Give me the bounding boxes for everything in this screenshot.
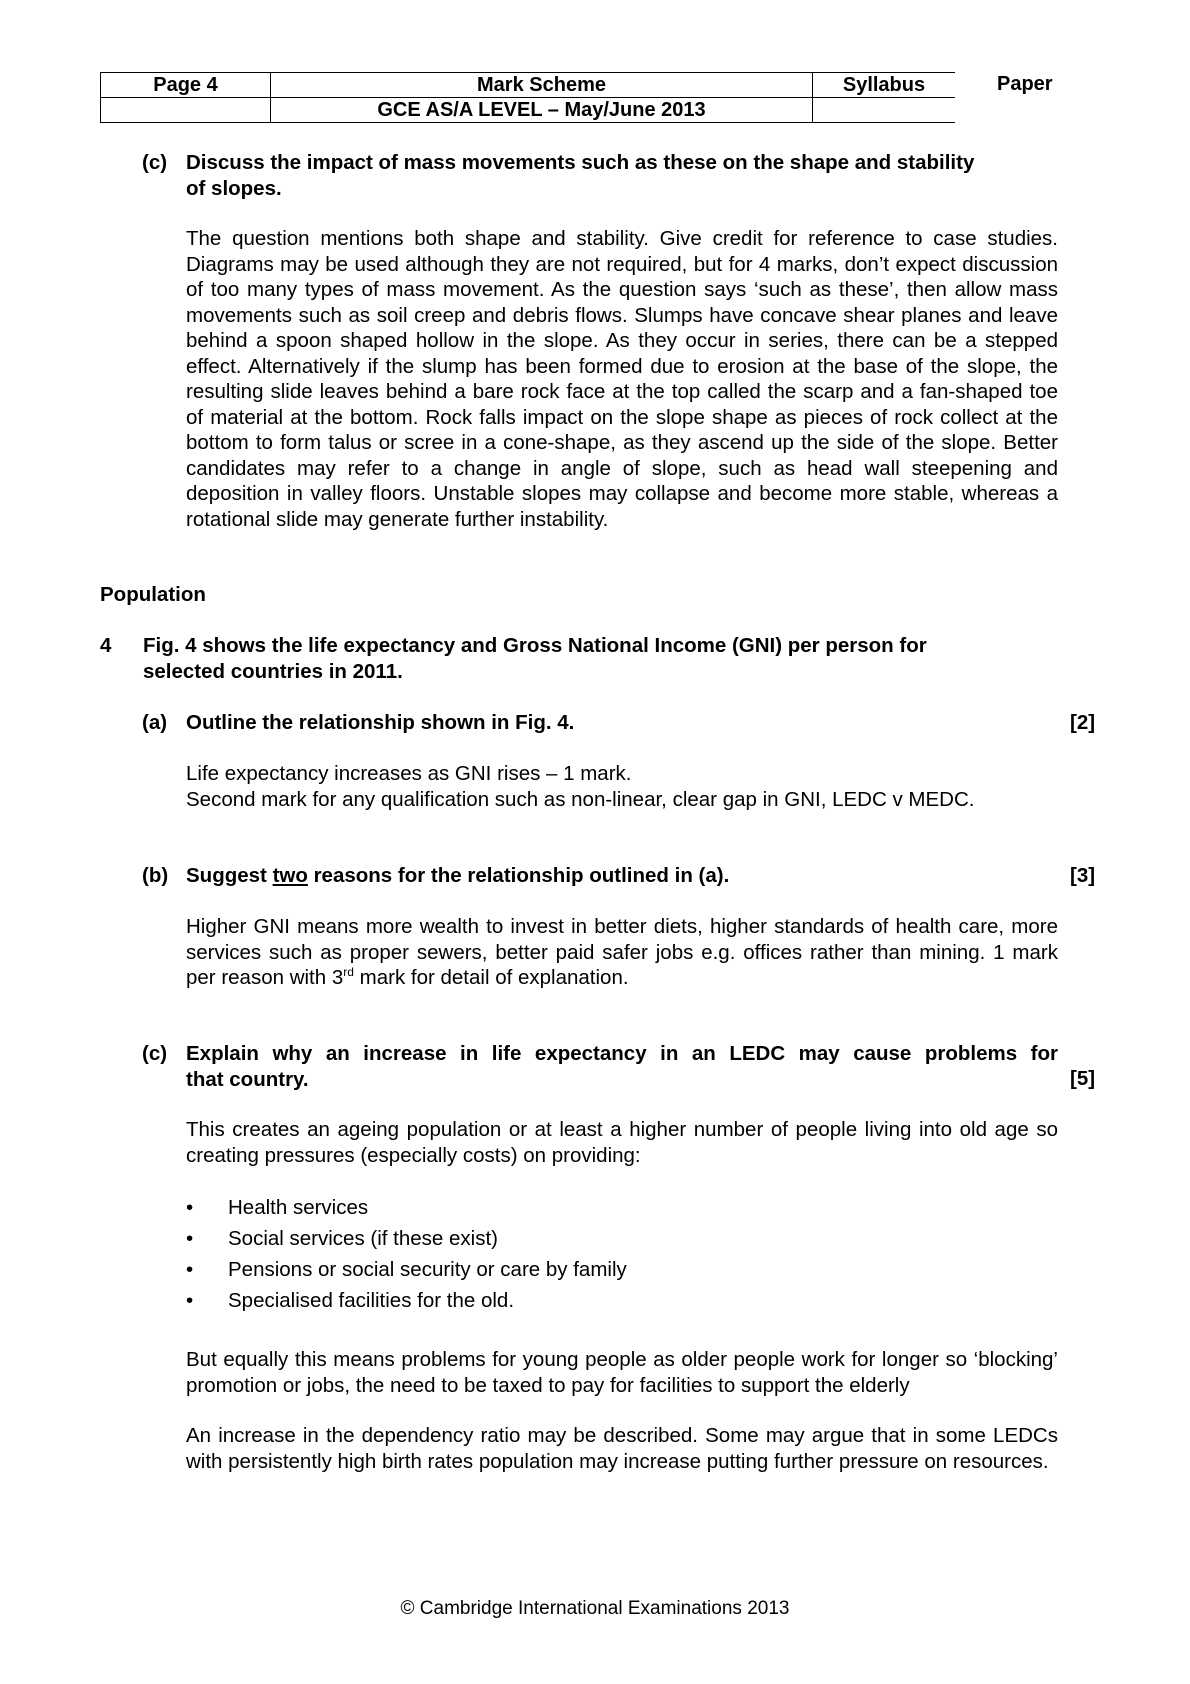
q3c-question xyxy=(186,150,1066,201)
bullet-icon: • xyxy=(186,1196,194,1219)
q4a-answer xyxy=(186,761,1066,812)
q4b-question-underlined: two xyxy=(272,864,308,887)
q4c-bullet-list xyxy=(186,1195,1028,1319)
bullet-icon: • xyxy=(186,1258,194,1281)
q3c-question-line1: Discuss the impact of mass movements such as these on the shape and stability xyxy=(186,151,975,174)
q4c-answer-intro: This creates an ageing population or at least a higher number of people living into old age so creating pressures (especially costs) on providing: xyxy=(186,1118,1058,1167)
q4b-question xyxy=(186,863,729,889)
bullet-text: Health services xyxy=(228,1196,369,1219)
header-syllabus: Syllabus xyxy=(813,73,956,98)
q4-stem-line1: Fig. 4 shows the life expectancy and Gross National Income (GNI) per person for xyxy=(143,634,927,657)
q4c-question-line2: that country. xyxy=(186,1067,309,1091)
q4c-answer-p3: An increase in the dependency ratio may be described. Some may argue that in some LEDCs with persistently high birth rates population may increase putting further pressure on resources. xyxy=(186,1424,1058,1473)
bullet-icon: • xyxy=(186,1227,194,1250)
q4c-answer-p2: But equally this means problems for young people as older people work for longer so ‘blocking’ promotion or jobs, the need to be taxed to pay for facilities to support the elderly xyxy=(186,1348,1058,1397)
q4a-question: Outline the relationship shown in Fig. 4. xyxy=(186,711,575,734)
header-page: Page 4 xyxy=(101,73,271,98)
q4c-marks: [5] xyxy=(1070,1067,1096,1090)
header-mark-scheme: Mark Scheme xyxy=(271,73,813,98)
q4b-answer xyxy=(186,914,1058,991)
header-paper: Paper xyxy=(997,73,1053,95)
q4b-answer-main: Higher GNI means more wealth to invest in better diets, higher standards of health care, more services such as proper sewers, better paid safer jobs e.g. offices rather than mining. 1 mark per reason with 3 xyxy=(186,915,1058,989)
bullet-text: Social services (if these exist) xyxy=(228,1227,499,1250)
q4b-answer-sup: rd xyxy=(343,965,354,980)
q4a-answer-line2: Second mark for any qualification such as non-linear, clear gap in GNI, LEDC v MEDC. xyxy=(186,787,975,811)
q4b-question-post: reasons for the relationship outlined in (a). xyxy=(307,864,730,887)
bullet-text: Specialised facilities for the old. xyxy=(228,1289,515,1312)
bullet-icon: • xyxy=(186,1289,194,1312)
footer-copyright: © Cambridge International Examinations 2013 xyxy=(400,1598,790,1619)
list-item xyxy=(186,1195,1028,1226)
q4b-marks: [3] xyxy=(1070,864,1096,887)
q4a-marks: [2] xyxy=(1070,711,1096,734)
q4c-label: (c) xyxy=(142,1042,168,1065)
list-item xyxy=(186,1257,1028,1288)
section-title: Population xyxy=(100,583,206,606)
q3c-question-line2: of slopes. xyxy=(186,176,282,200)
list-item xyxy=(186,1226,1028,1257)
header-empty-cell xyxy=(101,98,271,123)
q4b-answer-end: mark for detail of explanation. xyxy=(353,966,629,989)
list-item xyxy=(186,1288,1028,1319)
q4-stem-line2: selected countries in 2011. xyxy=(143,659,403,683)
q4b-label: (b) xyxy=(142,864,169,887)
q4c-question xyxy=(186,1041,1058,1092)
q4-stem xyxy=(143,633,1043,684)
bullet-text: Pensions or social security or care by family xyxy=(228,1258,627,1281)
header-syllabus-code xyxy=(813,98,956,123)
q4a-label: (a) xyxy=(142,711,168,734)
q4b-question-pre: Suggest xyxy=(186,864,273,887)
q3c-label: (c) xyxy=(142,151,168,174)
q3c-answer: The question mentions both shape and stability. Give credit for reference to case studies. Diagrams may be used although they are not required, but for 4 marks, don’t expect discussion of too many types of mass movement. As the question says ‘such as these’, then allow mass movements such as soil creep and debris flows. Slumps have concave shear planes and leave behind a spoon shaped hollow in the slope. As they occur in series, there can be a stepped effect. Alternatively if the slump has been formed due to erosion at the base of the slope, the resulting slide leaves behind a bare rock face at the top called the scarp and a fan-shaped toe of material at the bottom. Rock falls impact on the slope shape as pieces of rock collect at the bottom to form talus or scree in a cone-shape, as they ascend up the side of the slope. Better candidates may refer to a change in angle of slope, such as head wall steepening and deposition in valley floors. Unstable slopes may collapse and become more stable, whereas a rotational slide may generate further instability. xyxy=(186,227,1058,531)
header-exam: GCE AS/A LEVEL – May/June 2013 xyxy=(271,98,813,123)
q4-number: 4 xyxy=(100,634,112,657)
q4a-answer-line1: Life expectancy increases as GNI rises – 1 mark. xyxy=(186,762,632,785)
q4c-question-line1: Explain why an increase in life expectancy in an LEDC may cause problems for xyxy=(186,1042,1058,1065)
header-table xyxy=(100,72,955,123)
